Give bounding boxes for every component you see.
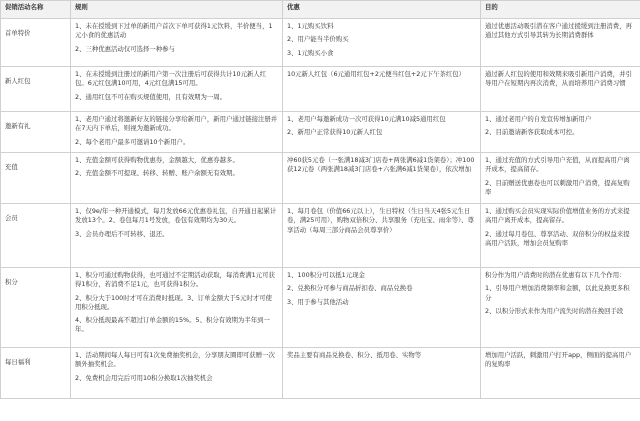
row-name-cell: 新人红包 <box>1 67 71 112</box>
goals-paragraph: 1、引导用户增加消费频率和金额，以此兑换更多积分 <box>485 284 630 302</box>
rules-paragraph: 1、活动期间每人每日可有1次免费抽奖机会，分享朋友圈即可获赠一次额外抽奖机会。 <box>75 351 275 369</box>
goals-paragraph: 1、通过充值的方式引导用户充值，从而提高用户离开成本，提高留存。 <box>485 156 630 174</box>
table-row <box>1 348 640 399</box>
offers-paragraph: 1、1元购买饮料 <box>287 22 334 30</box>
table-row <box>1 204 640 268</box>
offers-paragraph: 2、兑换积分可参与商品折扣卷、商品兑换卷 <box>287 284 413 293</box>
table-row <box>1 67 640 112</box>
offers-paragraph: 1、100积分可以抵1元现金 <box>287 271 365 279</box>
rules-paragraph: 2、每个老用户最多可邀请10个新用户。 <box>75 137 190 146</box>
offers-paragraph: 奖品主要有商品兑换卷、积分、抵用卷、实物等 <box>287 351 422 359</box>
table-row <box>1 112 640 153</box>
table-header <box>1 1 640 19</box>
rules-paragraph: 1、未在授缓到下过单的新用户首次下单可获得1元饮料，半价便当，1元小食的优惠活动 <box>75 22 273 40</box>
offers-paragraph: 3、用于参与其他活动 <box>287 297 349 306</box>
row-offers-cell <box>283 19 481 67</box>
row-rules-cell <box>71 204 283 268</box>
table-body <box>1 19 640 399</box>
rules-paragraph: 4、积分抵现最高不超过订单金额的15%。5、积分有效期为半年到一年。 <box>75 316 270 334</box>
header-name: 促销活动名称 <box>1 1 71 19</box>
goals-paragraph: 2、目前邀请新客获取成本可控。 <box>485 128 579 137</box>
row-goals-cell <box>481 204 640 268</box>
row-goals-cell <box>481 348 640 399</box>
header-row <box>1 1 640 19</box>
goals-paragraph: 通过优惠活动吸引潜在客户通过援缓到注册消费，再通过其他方式引导其转为长期消费群体 <box>485 22 632 40</box>
rules-paragraph: 2、通用红包不可在购买规值使用，且有效期为一周。 <box>75 92 227 101</box>
rules-paragraph: 1、积分可通过购物获得，也可通过不定期活动获取，每消费满1元可获得1积分，若消费不足1元，也可获得1积分。 <box>75 271 275 289</box>
row-rules-cell <box>71 348 283 399</box>
table-row <box>1 19 640 67</box>
rules-paragraph: 2、充值金额不可提现、转移、转赠、账户余额无有效期。 <box>75 169 239 178</box>
goals-paragraph: 1、通过老用户的自发宣传增加新用户 <box>485 115 592 123</box>
offers-paragraph: 冲60获5元卷（一张满18减3门店卷+两张满6减1货架卷）；冲100获12元卷（两张满18减3门店卷+六张满6减1货架卷），依次增加 <box>287 156 475 174</box>
goals-paragraph: 2、目前赠送优惠卷也可以刺激用户消费，提高复购率 <box>485 178 630 196</box>
header-offers: 优惠 <box>283 1 481 19</box>
rules-paragraph: 3、会员办理后不可转移、退还。 <box>75 229 169 238</box>
row-offers-cell <box>283 204 481 268</box>
rules-paragraph: 1、老用户通过将邀新好友的链接分享给新用户，新用户通过链接注册并在7天内下单后，则视为邀新成功。 <box>75 115 278 133</box>
offers-paragraph: 1、每月卷包（价值66元以上），生日特权（生日当天4张5元生日卷，满25可用），购物双倍积分、共享服务（充电宝、雨伞等）、尊享活动（每周三部分商品会员尊享价） <box>287 207 475 234</box>
row-offers-cell <box>283 112 481 153</box>
table-row <box>1 268 640 348</box>
row-rules-cell <box>71 112 283 153</box>
row-name-cell: 邀新有礼 <box>1 112 71 153</box>
row-rules-cell <box>71 67 283 112</box>
header-rules: 规则 <box>71 1 283 19</box>
row-name-cell: 积分 <box>1 268 71 348</box>
rules-paragraph: 2、免费机会用完后可用10积分换取1次抽奖机会 <box>75 373 213 382</box>
header-goals: 目的 <box>481 1 640 19</box>
row-rules-cell <box>71 153 283 204</box>
row-offers-cell <box>283 268 481 348</box>
rules-paragraph: 1、在未授缓到注册过的新用户第一次注册后可获得共计10元新人红包。6元红包满10可用，4元红包满15可用。 <box>75 70 267 88</box>
row-offers-cell <box>283 153 481 204</box>
row-offers-cell <box>283 348 481 399</box>
row-goals-cell <box>481 153 640 204</box>
row-name-cell: 每日福利 <box>1 348 71 399</box>
goals-paragraph: 积分作为用户消费时的潜在优惠有以下几个作用： <box>485 271 626 279</box>
goals-paragraph: 增加用户活跃，刺激用户打开app，侧面的提高用户的复购率 <box>485 351 632 369</box>
offers-paragraph: 2、新用户正常获得10元新人红包 <box>287 128 383 137</box>
rules-paragraph: 1、充值金额可获得购物优惠券，金额越大，优惠券越多。 <box>75 156 239 164</box>
row-goals-cell <box>481 67 640 112</box>
row-rules-cell <box>71 268 283 348</box>
goals-paragraph: 2、以积分形式来作为用户流失时的潜在挽回手段 <box>485 306 624 315</box>
row-rules-cell <box>71 19 283 67</box>
offers-paragraph: 1、老用户每邀新成功一次可获得10元满10减5通用红包 <box>287 115 446 123</box>
row-name-cell: 充值 <box>1 153 71 204</box>
offers-paragraph: 2、用户能当半价购买 <box>287 35 349 44</box>
table-row <box>1 153 640 204</box>
rules-paragraph: 2、积分大于100时才可在消费时抵现。3、订单金额大于5元时才可使用积分抵现。 <box>75 293 272 311</box>
offers-paragraph: 10元新人红包（6元通用红包+2元便当红包+2元下午茶红包） <box>287 70 466 78</box>
row-offers-cell <box>283 67 481 112</box>
rules-paragraph: 1、仅9e/年一种开通模式，每月发放66元优惠卷礼包，自开通日起累计发放13个。2、卷包每月1号发放，卷包有效期均为30天。 <box>75 207 277 225</box>
row-goals-cell <box>481 268 640 348</box>
row-name-cell: 首单特价 <box>1 19 71 67</box>
goals-paragraph: 1、通过购买会员实现实际价值增值业务的方式来提高用户离开成本，提高留存。 <box>485 207 630 225</box>
offers-paragraph: 3、1元购买小食 <box>287 48 334 57</box>
rules-paragraph: 2、三种优惠活动仅可选择一种参与 <box>75 44 175 53</box>
goals-paragraph: 2、通过每月卷包、尊享活动、双倍积分的权益来提高用户活跃，增加会员复购率 <box>485 229 630 247</box>
goals-paragraph: 通过新人红包的使用和效期来吸引新用户消费，并引导用户在短期内再次消费，从而培养用户消费习惯 <box>485 70 632 88</box>
row-name-cell: 会员 <box>1 204 71 268</box>
row-goals-cell <box>481 112 640 153</box>
row-goals-cell <box>481 19 640 67</box>
